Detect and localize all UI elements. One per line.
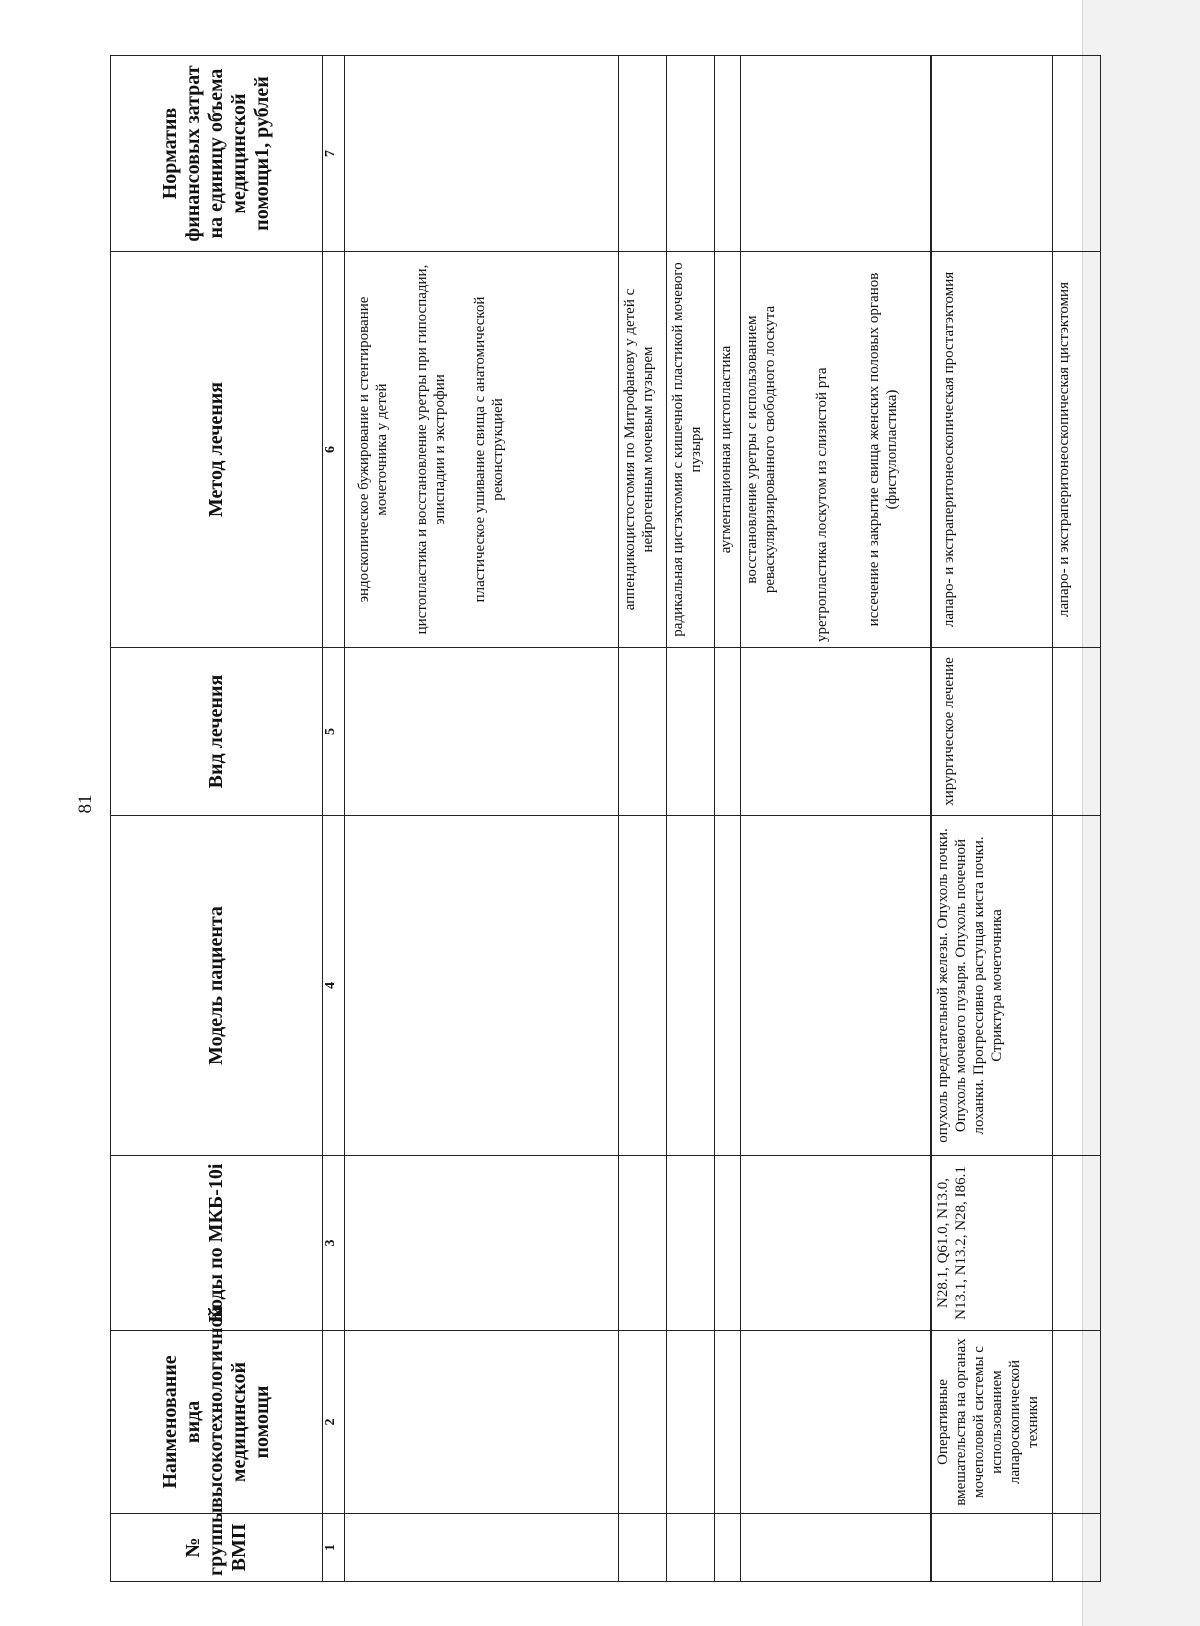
- page-number: 81: [75, 794, 96, 814]
- table-row: [715, 56, 741, 1582]
- table-row: [741, 56, 931, 1582]
- method-cell: [741, 252, 931, 648]
- method-item: иссечение и закрытие свища женских половых органов (фистулопластика): [866, 272, 900, 627]
- treatment-type-cell: [931, 648, 1053, 816]
- method-cell: аугментационная цистопластика: [715, 252, 741, 648]
- vmp-table: [110, 55, 1101, 1582]
- col-num-2: 2: [323, 1331, 345, 1514]
- method-cell: аппендикоцистостомия по Митрофанову у детей с нейрогенным мочевым пузырем: [619, 252, 667, 648]
- icd-codes-cell: N28.1, Q61.0, N13.0, N13.1, N13.2, N28, I86.1: [931, 1156, 1053, 1331]
- table-row: [345, 56, 619, 1582]
- header-treatment-type: Вид лечения: [111, 648, 323, 816]
- column-number-row: [323, 56, 345, 1582]
- table-row: [931, 56, 1053, 1582]
- header-group-number: № группы ВМП: [111, 1514, 323, 1582]
- col-num-6: 6: [323, 252, 345, 648]
- method-cell: [345, 252, 619, 648]
- col-num-5: 5: [323, 648, 345, 816]
- header-cost-standard: Норматив финансовых затрат на единицу объема медицинской помощи1, рублей: [111, 56, 323, 252]
- header-row: [111, 56, 323, 1582]
- vmp-name-cell: Оперативные вмешательства на органах мочеполовой системы с использованием лапароскопической техники: [931, 1331, 1053, 1514]
- method-item: цистопластика и восстановление уретры при гипоспадии, эписпадии и экстрофии: [414, 264, 448, 635]
- treatment-type-text: хирургическое лечение: [940, 657, 957, 806]
- col-num-3: 3: [323, 1156, 345, 1331]
- header-icd-codes: Коды по МКБ-10i: [111, 1156, 323, 1331]
- table-row: [667, 56, 715, 1582]
- rotated-table-container: [110, 56, 1100, 1582]
- method-item: эндоскопическое бужирование и стентирование мочеточника у детей: [356, 296, 390, 603]
- method-item: лапаро- и экстраперитонеоскопическая простатэктомия: [940, 271, 957, 628]
- method-item: восстановление уретры с использованием реваскуляризированного свободного лоскута: [744, 305, 778, 594]
- col-num-4: 4: [323, 816, 345, 1156]
- col-num-7: 7: [323, 56, 345, 252]
- method-item: уретропластика лоскутом из слизистой рта: [814, 367, 830, 642]
- method-item: пластическое ушивание свища с анатомической реконструкцией: [472, 296, 506, 603]
- header-patient-model: Модель пациента: [111, 816, 323, 1156]
- method-cell: лапаро- и экстраперитонеоскопическая цистэктомия: [1053, 252, 1101, 648]
- header-vmp-name: Наименование вида высокотехнологичной медицинской помощи: [111, 1331, 323, 1514]
- method-cell: [931, 252, 1053, 648]
- table-row: [1053, 56, 1101, 1582]
- method-cell: радикальная цистэктомия с кишечной пластикой мочевого пузыря: [667, 252, 715, 648]
- table-row: [619, 56, 667, 1582]
- header-treatment-method: Метод лечения: [111, 252, 323, 648]
- col-num-1: 1: [323, 1514, 345, 1582]
- patient-model-cell: опухоль предстательной железы. Опухоль почки. Опухоль мочевого пузыря. Опухоль почечной лоханки. Прогрессивно растущая киста почки. Стриктура мочеточника: [931, 816, 1053, 1156]
